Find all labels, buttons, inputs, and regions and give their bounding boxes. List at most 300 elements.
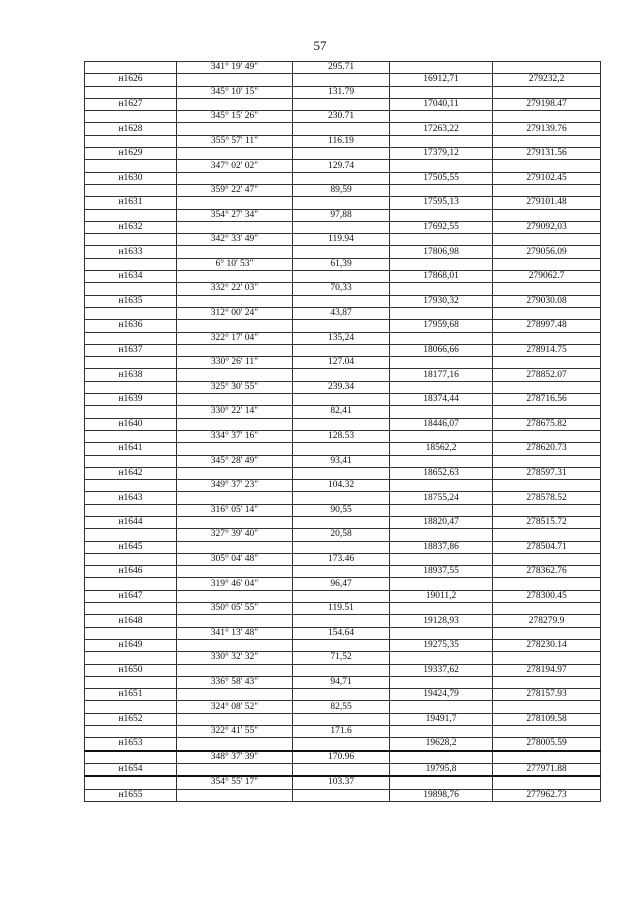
y-coordinate-cell: 278997.48 [493, 320, 601, 332]
y-coordinate-cell [493, 701, 601, 713]
x-coordinate-cell: 16912,71 [390, 74, 493, 86]
x-coordinate-cell [390, 480, 493, 492]
table-row [85, 553, 601, 565]
table-row [85, 492, 601, 504]
x-coordinate-cell: 19275,35 [390, 639, 493, 651]
angle-cell: 6° 10' 53" [177, 258, 293, 270]
table-row [85, 504, 601, 516]
angle-cell [177, 221, 293, 233]
table-row [85, 516, 601, 528]
point-cell: н1649 [85, 639, 177, 651]
distance-cell [293, 246, 390, 258]
angle-cell [177, 98, 293, 110]
table-row [85, 258, 601, 270]
table-row [85, 332, 601, 344]
point-cell [85, 111, 177, 123]
y-coordinate-cell [493, 455, 601, 467]
y-coordinate-cell: 278504.71 [493, 541, 601, 553]
angle-cell: 330° 22' 14" [177, 406, 293, 418]
angle-cell [177, 516, 293, 528]
angle-cell [177, 418, 293, 430]
y-coordinate-cell [493, 430, 601, 442]
point-cell [85, 234, 177, 246]
point-cell: н1651 [85, 689, 177, 701]
table-row [85, 776, 601, 789]
distance-cell [293, 615, 390, 627]
x-coordinate-cell: 19491,7 [390, 713, 493, 725]
y-coordinate-cell: 278914.75 [493, 344, 601, 356]
point-cell [85, 553, 177, 565]
y-coordinate-cell: 278597.31 [493, 467, 601, 479]
x-coordinate-cell: 19128,93 [390, 615, 493, 627]
point-cell [85, 627, 177, 639]
y-coordinate-cell [493, 111, 601, 123]
table-row [85, 394, 601, 406]
angle-cell: 336° 58' 43" [177, 676, 293, 688]
y-coordinate-cell [493, 135, 601, 147]
angle-cell: 355° 57' 11" [177, 135, 293, 147]
point-cell [85, 455, 177, 467]
distance-cell [293, 664, 390, 676]
distance-cell: 61,39 [293, 258, 390, 270]
x-coordinate-cell [390, 135, 493, 147]
y-coordinate-cell [493, 603, 601, 615]
table-row [85, 406, 601, 418]
page-number: 57 [313, 38, 327, 53]
point-cell [85, 676, 177, 688]
angle-cell [177, 271, 293, 283]
point-cell: н1628 [85, 123, 177, 135]
angle-cell: 330° 26' 11" [177, 357, 293, 369]
table-row [85, 197, 601, 209]
y-coordinate-cell: 278515.72 [493, 516, 601, 528]
distance-cell [293, 541, 390, 553]
angle-cell [177, 467, 293, 479]
y-coordinate-cell [493, 529, 601, 541]
x-coordinate-cell: 17806,98 [390, 246, 493, 258]
table-row [85, 430, 601, 442]
x-coordinate-cell [390, 578, 493, 590]
y-coordinate-cell [493, 209, 601, 221]
y-coordinate-cell: 278675.82 [493, 418, 601, 430]
distance-cell: 96,47 [293, 578, 390, 590]
table-row [85, 246, 601, 258]
y-coordinate-cell: 279139.76 [493, 123, 601, 135]
distance-cell: 239.34 [293, 381, 390, 393]
y-coordinate-cell [493, 676, 601, 688]
point-cell: н1630 [85, 172, 177, 184]
point-cell: н1635 [85, 295, 177, 307]
point-cell [85, 283, 177, 295]
y-coordinate-cell: 279056.09 [493, 246, 601, 258]
table-row [85, 751, 601, 764]
point-cell: н1644 [85, 516, 177, 528]
angle-cell: 319° 46' 04" [177, 578, 293, 590]
point-cell [85, 184, 177, 196]
table-row [85, 578, 601, 590]
y-coordinate-cell [493, 504, 601, 516]
x-coordinate-cell [390, 307, 493, 319]
angle-cell: 349° 37' 23" [177, 480, 293, 492]
table-row [85, 209, 601, 221]
angle-cell: 332° 22' 03" [177, 283, 293, 295]
y-coordinate-cell [493, 86, 601, 98]
table-row [85, 541, 601, 553]
point-cell [85, 529, 177, 541]
table-row [85, 627, 601, 639]
x-coordinate-cell: 17930,32 [390, 295, 493, 307]
angle-cell [177, 590, 293, 602]
y-coordinate-cell [493, 258, 601, 270]
table-row [85, 529, 601, 541]
y-coordinate-cell [493, 480, 601, 492]
distance-cell: 70,33 [293, 283, 390, 295]
x-coordinate-cell [390, 603, 493, 615]
table-row [85, 123, 601, 135]
x-coordinate-cell [390, 529, 493, 541]
y-coordinate-cell: 278157.93 [493, 689, 601, 701]
distance-cell [293, 590, 390, 602]
y-coordinate-cell: 279092,03 [493, 221, 601, 233]
y-coordinate-cell: 278716.56 [493, 394, 601, 406]
distance-cell: 154.64 [293, 627, 390, 639]
y-coordinate-cell: 278230.14 [493, 639, 601, 651]
table-row [85, 62, 601, 74]
table-row [85, 664, 601, 676]
distance-cell: 131.79 [293, 86, 390, 98]
table-row [85, 271, 601, 283]
table-row [85, 295, 601, 307]
table-row [85, 652, 601, 664]
point-cell [85, 480, 177, 492]
angle-cell [177, 689, 293, 701]
table-row [85, 172, 601, 184]
y-coordinate-cell [493, 776, 601, 789]
y-coordinate-cell: 278194.97 [493, 664, 601, 676]
point-cell [85, 62, 177, 74]
distance-cell: 295.71 [293, 62, 390, 74]
x-coordinate-cell [390, 726, 493, 738]
point-cell: н1642 [85, 467, 177, 479]
x-coordinate-cell: 19011,2 [390, 590, 493, 602]
point-cell: н1639 [85, 394, 177, 406]
table-row [85, 615, 601, 627]
table-row [85, 738, 601, 751]
x-coordinate-cell [390, 776, 493, 789]
y-coordinate-cell [493, 381, 601, 393]
y-coordinate-cell [493, 332, 601, 344]
distance-cell [293, 492, 390, 504]
y-coordinate-cell: 278620.73 [493, 443, 601, 455]
x-coordinate-cell: 17595,13 [390, 197, 493, 209]
table-row [85, 369, 601, 381]
x-coordinate-cell: 18562,2 [390, 443, 493, 455]
x-coordinate-cell [390, 184, 493, 196]
x-coordinate-cell [390, 258, 493, 270]
distance-cell: 128.53 [293, 430, 390, 442]
table-row [85, 381, 601, 393]
x-coordinate-cell: 17505,55 [390, 172, 493, 184]
distance-cell: 104.32 [293, 480, 390, 492]
x-coordinate-cell: 17868,01 [390, 271, 493, 283]
angle-cell [177, 320, 293, 332]
distance-cell [293, 271, 390, 283]
angle-cell [177, 148, 293, 160]
y-coordinate-cell: 277971.88 [493, 763, 601, 776]
y-coordinate-cell: 279131.56 [493, 148, 601, 160]
distance-cell [293, 148, 390, 160]
point-cell [85, 701, 177, 713]
point-cell: н1634 [85, 271, 177, 283]
y-coordinate-cell [493, 160, 601, 172]
distance-cell: 135,24 [293, 332, 390, 344]
point-cell: н1632 [85, 221, 177, 233]
table-row [85, 320, 601, 332]
table-row [85, 789, 601, 801]
x-coordinate-cell: 18937,55 [390, 566, 493, 578]
y-coordinate-cell: 278362.76 [493, 566, 601, 578]
distance-cell: 89,59 [293, 184, 390, 196]
point-cell [85, 160, 177, 172]
distance-cell [293, 639, 390, 651]
point-cell: н1655 [85, 789, 177, 801]
point-cell [85, 603, 177, 615]
angle-cell [177, 394, 293, 406]
point-cell: н1646 [85, 566, 177, 578]
y-coordinate-cell: 277962.73 [493, 789, 601, 801]
point-cell: н1631 [85, 197, 177, 209]
table-row [85, 111, 601, 123]
table-row [85, 221, 601, 233]
x-coordinate-cell [390, 209, 493, 221]
distance-cell: 230.71 [293, 111, 390, 123]
point-cell [85, 332, 177, 344]
y-coordinate-cell [493, 553, 601, 565]
angle-cell [177, 738, 293, 751]
table-row [85, 86, 601, 98]
distance-cell [293, 221, 390, 233]
angle-cell: 348° 37' 39" [177, 751, 293, 764]
point-cell [85, 578, 177, 590]
distance-cell: 20,58 [293, 529, 390, 541]
distance-cell [293, 713, 390, 725]
y-coordinate-cell [493, 726, 601, 738]
point-cell [85, 86, 177, 98]
distance-cell: 94,71 [293, 676, 390, 688]
distance-cell [293, 320, 390, 332]
y-coordinate-cell [493, 184, 601, 196]
distance-cell [293, 123, 390, 135]
point-cell [85, 652, 177, 664]
y-coordinate-cell: 279062.7 [493, 271, 601, 283]
point-cell: н1647 [85, 590, 177, 602]
x-coordinate-cell: 19424,79 [390, 689, 493, 701]
table-row [85, 603, 601, 615]
y-coordinate-cell: 278300.45 [493, 590, 601, 602]
angle-cell: 324° 08' 52" [177, 701, 293, 713]
angle-cell [177, 344, 293, 356]
y-coordinate-cell [493, 62, 601, 74]
point-cell [85, 726, 177, 738]
x-coordinate-cell: 19337,62 [390, 664, 493, 676]
x-coordinate-cell [390, 455, 493, 467]
x-coordinate-cell [390, 406, 493, 418]
y-coordinate-cell: 279198.47 [493, 98, 601, 110]
table-row [85, 467, 601, 479]
table-row [85, 480, 601, 492]
x-coordinate-cell: 18374,44 [390, 394, 493, 406]
distance-cell [293, 98, 390, 110]
coordinates-table-body [85, 62, 601, 802]
table-row [85, 135, 601, 147]
table-row [85, 148, 601, 160]
angle-cell: 342° 33' 49" [177, 234, 293, 246]
point-cell [85, 135, 177, 147]
angle-cell: 330° 32' 32" [177, 652, 293, 664]
point-cell [85, 406, 177, 418]
table-row [85, 590, 601, 602]
x-coordinate-cell [390, 86, 493, 98]
y-coordinate-cell [493, 627, 601, 639]
angle-cell [177, 541, 293, 553]
angle-cell: 359° 22' 47" [177, 184, 293, 196]
distance-cell: 119.94 [293, 234, 390, 246]
point-cell [85, 430, 177, 442]
table-row [85, 455, 601, 467]
table-row [85, 357, 601, 369]
distance-cell [293, 344, 390, 356]
x-coordinate-cell [390, 357, 493, 369]
table-row [85, 566, 601, 578]
distance-cell [293, 689, 390, 701]
point-cell: н1650 [85, 664, 177, 676]
x-coordinate-cell: 18066,66 [390, 344, 493, 356]
x-coordinate-cell: 19795,8 [390, 763, 493, 776]
y-coordinate-cell: 279101.48 [493, 197, 601, 209]
x-coordinate-cell: 18837,86 [390, 541, 493, 553]
distance-cell [293, 295, 390, 307]
distance-cell: 129.74 [293, 160, 390, 172]
x-coordinate-cell [390, 332, 493, 344]
x-coordinate-cell [390, 627, 493, 639]
point-cell [85, 307, 177, 319]
y-coordinate-cell [493, 283, 601, 295]
point-cell [85, 776, 177, 789]
angle-cell [177, 369, 293, 381]
angle-cell: 345° 10' 15" [177, 86, 293, 98]
table-row [85, 418, 601, 430]
y-coordinate-cell [493, 751, 601, 764]
angle-cell: 341° 13' 48" [177, 627, 293, 639]
angle-cell: 345° 15' 26" [177, 111, 293, 123]
table-row [85, 726, 601, 738]
y-coordinate-cell [493, 406, 601, 418]
angle-cell [177, 713, 293, 725]
angle-cell: 325° 30' 55" [177, 381, 293, 393]
y-coordinate-cell: 279232,2 [493, 74, 601, 86]
point-cell: н1643 [85, 492, 177, 504]
y-coordinate-cell [493, 234, 601, 246]
angle-cell: 305° 04' 48" [177, 553, 293, 565]
table-row [85, 283, 601, 295]
angle-cell: 322° 41' 55" [177, 726, 293, 738]
x-coordinate-cell: 17379,12 [390, 148, 493, 160]
x-coordinate-cell [390, 234, 493, 246]
x-coordinate-cell: 19628,2 [390, 738, 493, 751]
x-coordinate-cell [390, 504, 493, 516]
distance-cell: 43,87 [293, 307, 390, 319]
table-row [85, 676, 601, 688]
x-coordinate-cell [390, 62, 493, 74]
table-row [85, 689, 601, 701]
distance-cell: 82,41 [293, 406, 390, 418]
distance-cell [293, 197, 390, 209]
x-coordinate-cell [390, 751, 493, 764]
distance-cell: 103.37 [293, 776, 390, 789]
x-coordinate-cell: 18446,07 [390, 418, 493, 430]
distance-cell: 116.19 [293, 135, 390, 147]
angle-cell: 327° 39' 40" [177, 529, 293, 541]
angle-cell [177, 197, 293, 209]
y-coordinate-cell [493, 307, 601, 319]
distance-cell [293, 516, 390, 528]
angle-cell [177, 443, 293, 455]
angle-cell [177, 639, 293, 651]
distance-cell: 71,52 [293, 652, 390, 664]
angle-cell: 341° 19' 49" [177, 62, 293, 74]
distance-cell [293, 418, 390, 430]
distance-cell: 97,88 [293, 209, 390, 221]
angle-cell [177, 172, 293, 184]
distance-cell [293, 789, 390, 801]
distance-cell: 127.04 [293, 357, 390, 369]
distance-cell: 93,41 [293, 455, 390, 467]
x-coordinate-cell [390, 553, 493, 565]
angle-cell [177, 763, 293, 776]
angle-cell [177, 664, 293, 676]
table-row [85, 344, 601, 356]
table-row [85, 98, 601, 110]
y-coordinate-cell: 278005.59 [493, 738, 601, 751]
table-row [85, 701, 601, 713]
angle-cell [177, 74, 293, 86]
angle-cell [177, 123, 293, 135]
angle-cell: 350° 05' 55" [177, 603, 293, 615]
point-cell [85, 751, 177, 764]
table-row [85, 443, 601, 455]
table-row [85, 639, 601, 651]
table-row [85, 74, 601, 86]
angle-cell [177, 615, 293, 627]
angle-cell: 354° 55' 17" [177, 776, 293, 789]
distance-cell [293, 369, 390, 381]
distance-cell [293, 172, 390, 184]
distance-cell: 171.6 [293, 726, 390, 738]
x-coordinate-cell [390, 111, 493, 123]
point-cell: н1626 [85, 74, 177, 86]
x-coordinate-cell: 17040,11 [390, 98, 493, 110]
angle-cell [177, 246, 293, 258]
table-row [85, 184, 601, 196]
distance-cell: 82,55 [293, 701, 390, 713]
y-coordinate-cell [493, 357, 601, 369]
distance-cell [293, 443, 390, 455]
distance-cell: 119.51 [293, 603, 390, 615]
distance-cell: 173.46 [293, 553, 390, 565]
x-coordinate-cell: 17959,68 [390, 320, 493, 332]
table-row [85, 234, 601, 246]
distance-cell [293, 566, 390, 578]
